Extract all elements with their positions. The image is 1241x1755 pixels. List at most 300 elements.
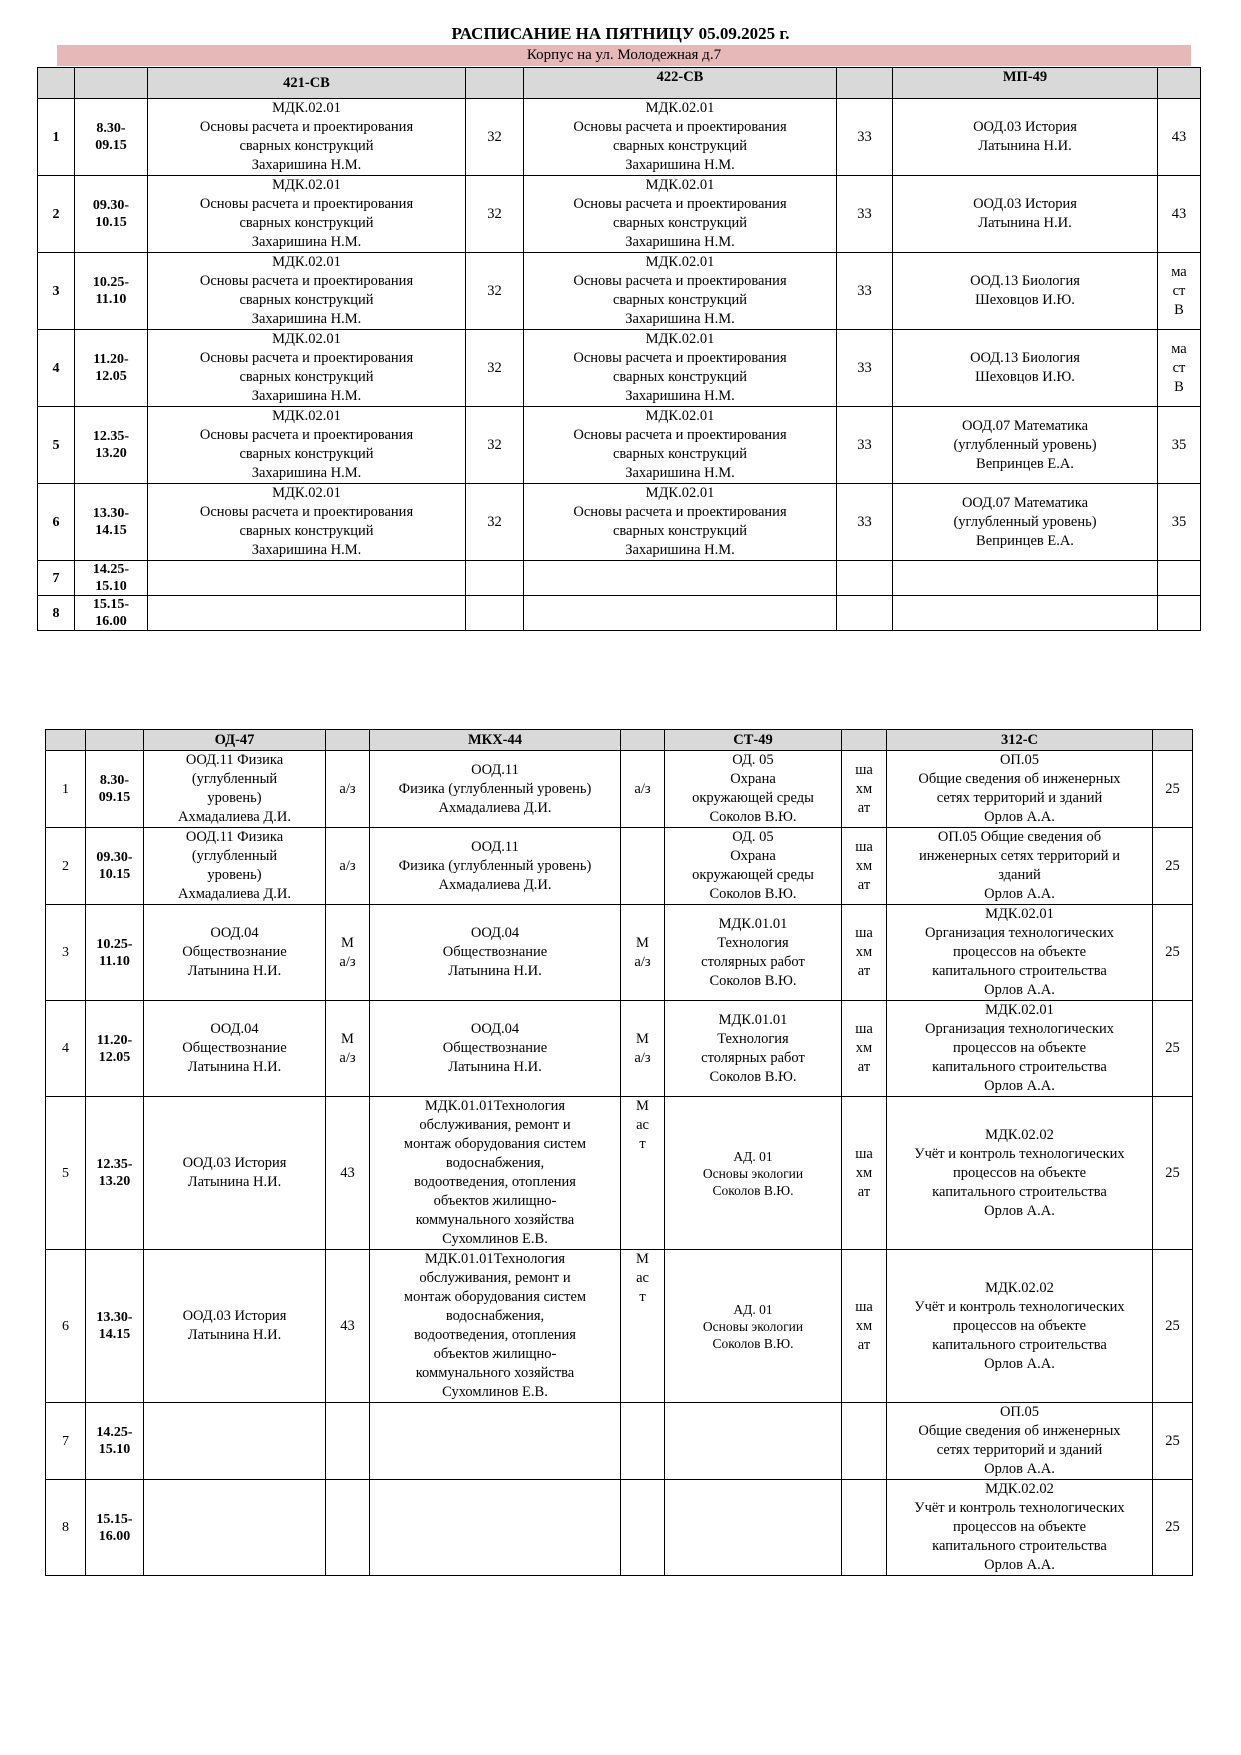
lesson-cell [893,484,1158,561]
lesson-cell-line: ООД.03 История [973,119,1077,135]
lesson-time-line: 12.35- [92,429,130,444]
lesson-cell-line: Захаришина Н.М. [625,542,735,558]
lesson-cell [144,1097,326,1250]
room-cell [621,1403,665,1480]
lesson-cell [148,407,466,484]
lesson-cell-line: МДК.02.01 [645,177,715,193]
lesson-cell-line: ОП.05 [999,752,1040,768]
schedule-table-2 [45,729,1193,1576]
room-cell [1153,1097,1193,1250]
lesson-cell-line: ООД.11 Физика [185,829,284,845]
lesson-cell-line: Орлов А.А. [984,886,1055,902]
lesson-cell [893,253,1158,330]
lesson-time-line: 12.05 [95,369,127,384]
lesson-cell-line: инженерных сетях территорий и [919,848,1120,864]
room-cell [1158,596,1201,631]
lesson-cell [148,99,466,176]
lesson-number: 8 [38,596,75,631]
room-cell-line: 43 [340,1164,355,1181]
lesson-cell [665,828,842,905]
lesson-cell [665,1403,842,1480]
room-cell [326,905,370,1001]
lesson-time [86,751,144,828]
lesson-cell [665,1250,842,1403]
lesson-cell [665,1001,842,1097]
room-cell-line: ша [855,925,873,941]
lesson-number: 1 [38,99,75,176]
lesson-cell-line: Соколов В.Ю. [712,1335,794,1351]
lesson-time-line: 10.15 [98,867,131,882]
room-cell [466,561,524,596]
lesson-cell-line: ОД. 05 [732,829,774,845]
lesson-cell-line: Латынина Н.И. [448,1059,542,1075]
lesson-cell-line: Основы расчета и проектирования [573,427,787,443]
lesson-number: 7 [46,1403,86,1480]
room-cell: 33 [837,176,893,253]
lesson-time-line: 16.00 [95,614,127,629]
lesson-cell [887,828,1153,905]
lesson-cell-line: ООД.13 Биология [970,350,1080,366]
lesson-cell [144,828,326,905]
lesson-time-line: 10.15 [95,215,127,230]
lesson-cell-line: Сухомлинов Е.В. [442,1231,548,1247]
room-cell [1158,484,1201,561]
room-cell-line: а/з [634,953,651,970]
lesson-time-line: 10.25- [96,936,133,952]
room-cell-line: а/з [339,953,356,970]
lesson-time [86,1001,144,1097]
lesson-cell [524,596,837,631]
lesson-cell [370,1001,621,1097]
lesson-cell [148,330,466,407]
lesson-cell [524,561,837,596]
room-cell [621,828,665,905]
room-cell [1153,1480,1193,1576]
room-cell-line: ат [857,876,871,893]
room-cell [621,1001,665,1097]
lesson-cell-line: Захаришина Н.М. [251,157,362,173]
lesson-time [75,99,148,176]
lesson-cell-line: Орлов А.А. [984,982,1055,998]
room-cell-line: М [341,934,354,951]
lesson-time-line: 14.25- [92,562,130,577]
lesson-cell-line: ООД.04 [210,925,259,941]
lesson-time-line: 8.30- [96,121,126,136]
lesson-cell [370,1097,621,1250]
lesson-cell [144,1480,326,1576]
lesson-cell [370,1403,621,1480]
lesson-time [86,1403,144,1480]
lesson-cell-line: обслуживания, ремонт и [419,1117,571,1133]
lesson-cell-line: Основы расчета и проектирования [573,504,787,520]
lesson-cell [665,751,842,828]
lesson-cell-line: МДК.02.02 [985,1481,1054,1497]
lesson-time-line: 11.20- [93,352,129,367]
table-row [38,330,1201,407]
table-row [46,1403,1193,1480]
lesson-cell-line: сварных конструкций [239,369,374,385]
lesson-cell-line: ООД.11 Физика [185,752,284,768]
room-cell-line: М [636,934,649,951]
room-cell-line: хм [855,780,873,797]
lesson-cell [524,176,837,253]
lesson-cell-line: сварных конструкций [239,446,374,462]
room-cell-line: ат [857,799,871,816]
lesson-cell-line: сварных конструкций [612,523,748,539]
lesson-time-line: 15.10 [95,579,127,594]
room-cell-line: т [639,1289,646,1305]
room-cell-line: ас [636,1270,649,1286]
lesson-cell-line: Орлов А.А. [984,1355,1055,1372]
room-cell [1158,561,1201,596]
lesson-time [86,905,144,1001]
lesson-time-line: 16.00 [98,1528,131,1544]
lesson-cell [887,1480,1153,1576]
lesson-cell-line: Сухомлинов Е.В. [442,1384,548,1400]
room-cell [842,1403,887,1480]
lesson-cell-line: Технология [717,934,789,951]
lesson-cell-line: Латынина Н.И. [187,1327,282,1343]
room-cell-line: М [636,1030,649,1047]
lesson-cell-line: Основы расчета и проектирования [199,504,414,520]
lesson-cell-line: Захаришина Н.М. [251,234,362,250]
room-cell-line: 25 [1165,1317,1180,1334]
lesson-time-line: 09.15 [98,790,131,805]
room-cell-line: ст [1172,359,1186,376]
lesson-cell [893,330,1158,407]
room-cell [1153,1001,1193,1097]
group-header: 422-СВ [524,68,837,99]
room-cell-line: ат [857,1336,871,1353]
table-row [38,99,1201,176]
room-cell-line: хм [855,1164,873,1181]
building-subtitle: Корпус на ул. Молодежная д.7 [57,45,1191,66]
lesson-time [75,330,148,407]
lesson-cell [524,484,837,561]
room-cell [326,1001,370,1097]
room-cell [842,751,887,828]
room-cell-line: 35 [1171,436,1187,453]
lesson-cell-line: водоотведения, отопления [414,1327,576,1343]
room-cell: 32 [466,176,524,253]
lesson-cell-line: МДК.02.02 [985,1126,1054,1143]
lesson-cell-line: Технология [717,1030,789,1047]
room-cell [326,828,370,905]
lesson-cell-line: МДК.01.01 [718,915,788,932]
lesson-cell-line: МДК.02.01 [645,408,715,424]
room-cell-line: хм [855,1317,873,1334]
room-cell-line: 43 [1171,128,1187,145]
lesson-time [75,561,148,596]
lesson-cell-line: ООД.03 История [973,196,1077,212]
lesson-cell-line: уровень) [207,867,262,883]
lesson-cell-line: капитального строительства [932,1059,1107,1075]
room-cell-line: а/з [339,1049,356,1066]
lesson-cell-line: Общие сведения об инженерных [918,1423,1121,1439]
table-row [46,1097,1193,1250]
room-cell [621,1480,665,1576]
lesson-cell [524,99,837,176]
room-cell-line: а/з [339,857,356,874]
lesson-cell-line: (углубленный уровень) [953,436,1097,453]
lesson-number: 4 [46,1001,86,1097]
lesson-time-line: 11.20- [96,1032,133,1048]
lesson-cell [665,905,842,1001]
lesson-cell-line: Захаришина Н.М. [251,542,362,558]
lesson-cell-line: водоснабжения, [445,1308,545,1324]
lesson-number: 7 [38,561,75,596]
lesson-time-line: 15.15- [92,597,130,612]
lesson-cell-line: ООД.04 [470,925,520,941]
lesson-time [86,1250,144,1403]
room-cell [621,1097,665,1250]
lesson-cell-line: (углубленный [191,771,278,787]
lesson-time [86,1480,144,1576]
lesson-cell [148,561,466,596]
lesson-cell [148,176,466,253]
table-row [38,407,1201,484]
lesson-cell-line: Соколов В.Ю. [712,1182,794,1198]
lesson-cell-line: Латынина Н.И. [978,138,1072,154]
lesson-cell-line: коммунального хозяйства [415,1365,575,1381]
lesson-cell-line: ООД.03 История [182,1155,287,1171]
lesson-cell-line: Латынина Н.И. [448,963,542,979]
lesson-time [75,484,148,561]
lesson-cell-line: Соколов В.Ю. [709,1068,797,1085]
lesson-cell-line: (углубленный [191,848,278,864]
room-cell: 33 [837,99,893,176]
lesson-cell-line: МДК.02.01 [645,485,715,501]
lesson-cell-line: сварных конструкций [612,215,748,231]
lesson-cell [524,407,837,484]
lesson-cell-line: МДК.02.01 [272,408,341,424]
room-cell-line: ст [1172,282,1186,299]
lesson-cell-line: МДК.01.01Технология [424,1098,566,1114]
lesson-cell-line: МДК.01.01 [718,1011,788,1028]
lesson-time-line: 14.25- [96,1425,133,1440]
lesson-cell-line: уровень) [207,790,262,806]
room-cell: 33 [837,253,893,330]
lesson-cell [370,905,621,1001]
lesson-cell-line: объектов жилищно- [433,1346,557,1362]
lesson-cell [887,1250,1153,1403]
lesson-time-line: 10.25- [92,275,130,290]
lesson-cell [144,1250,326,1403]
lesson-cell-line: ООД.07 Математика [961,494,1089,511]
lesson-cell-line: водоотведения, отопления [414,1174,576,1190]
room-cell-line: В [1174,301,1184,318]
lesson-cell-line: Учёт и контроль технологических [914,1145,1125,1162]
room-cell-line: 25 [1165,1040,1180,1056]
lesson-cell-line: Основы расчета и проектирования [573,119,787,135]
table-1-header [38,68,1201,99]
room-cell [842,1001,887,1097]
room-cell: 33 [837,484,893,561]
room-cell-line: 25 [1165,780,1180,797]
table-row [46,828,1193,905]
lesson-cell [148,596,466,631]
lesson-cell-line: Захаришина Н.М. [251,465,362,481]
lesson-cell-line: ООД.04 [210,1021,259,1037]
lesson-cell-line: Обществознание [442,1040,548,1056]
lesson-cell-line: капитального строительства [932,963,1107,979]
lesson-cell [144,1001,326,1097]
lesson-cell-line: процессов на объекте [952,1164,1087,1181]
lesson-cell-line: Организация технологических [924,1021,1115,1037]
table-row [46,1480,1193,1576]
lesson-time-line: 12.35- [96,1157,133,1172]
lesson-cell-line: Орлов А.А. [984,1461,1055,1477]
lesson-cell-line: Физика (углубленный уровень) [398,780,592,797]
lesson-cell-line: Охрана [730,848,776,864]
room-cell [326,1097,370,1250]
lesson-cell-line: Ахмадалиева Д.И. [178,809,291,825]
lesson-cell-line: МДК.02.01 [272,100,341,116]
lesson-cell-line: Ахмадалиева Д.И. [178,886,291,902]
room-cell-line: ша [855,838,873,855]
lesson-cell [887,1001,1153,1097]
group-header: СТ-49 [665,730,842,751]
table-2-header [46,730,1193,751]
lesson-time [75,596,148,631]
lesson-time-line: 11.10 [99,953,130,969]
room-cell-line: ат [857,1183,871,1200]
room-cell [1153,1403,1193,1480]
room-cell-line: 25 [1165,1164,1180,1181]
lesson-cell [144,751,326,828]
lesson-cell [887,1097,1153,1250]
lesson-time-line: 13.30- [96,1310,133,1325]
lesson-cell-line: сварных конструкций [239,215,374,231]
room-cell-line: т [639,1136,646,1152]
lesson-cell-line: МДК.02.01 [272,177,341,193]
lesson-cell-line: водоснабжения, [445,1155,545,1171]
room-cell [326,1480,370,1576]
lesson-cell-line: столярных работ [701,1049,805,1066]
lesson-cell-line: МДК.01.01Технология [424,1251,566,1267]
lesson-cell-line: капитального строительства [932,1538,1107,1554]
lesson-cell-line: Захаришина Н.М. [625,234,735,250]
room-cell [326,751,370,828]
lesson-cell [370,751,621,828]
lesson-cell-line: Основы расчета и проектирования [199,119,414,135]
lesson-number: 3 [38,253,75,330]
lesson-cell-line: ОП.05 [999,1404,1040,1420]
lesson-cell-line: Ахмадалиева Д.И. [438,876,552,893]
lesson-cell [144,905,326,1001]
lesson-cell [893,596,1158,631]
room-cell-line: хм [855,944,873,960]
table-row [46,1001,1193,1097]
lesson-cell-line: Захаришина Н.М. [625,388,735,404]
room-cell: 32 [466,484,524,561]
room-cell-line: 25 [1165,1519,1180,1535]
lesson-cell [887,905,1153,1001]
lesson-cell-line: столярных работ [701,953,805,970]
room-cell [621,905,665,1001]
lesson-time-line: 14.15 [98,1327,131,1342]
lesson-number: 1 [46,751,86,828]
lesson-time [75,407,148,484]
lesson-cell-line: ОП.05 Общие сведения об [937,829,1102,845]
lesson-cell-line: сварных конструкций [239,292,374,308]
group-header: ОД-47 [144,730,326,751]
lesson-cell-line: Учёт и контроль технологических [914,1500,1125,1516]
lesson-cell [893,176,1158,253]
lesson-cell-line: Шеховцов И.Ю. [975,292,1075,308]
lesson-number: 2 [38,176,75,253]
table-row [38,176,1201,253]
lesson-cell-line: Обществознание [182,1040,287,1056]
group-header: МП-49 [893,68,1158,99]
room-cell [1153,751,1193,828]
lesson-cell-line: ООД.04 [470,1021,520,1037]
lesson-cell [887,751,1153,828]
lesson-cell-line: Соколов В.Ю. [709,972,797,989]
lesson-cell-line: Вепринцев Е.А. [976,532,1074,549]
lesson-cell-line: Основы расчета и проектирования [199,427,414,443]
lesson-time [75,176,148,253]
lesson-cell [148,484,466,561]
lesson-number: 6 [38,484,75,561]
room-cell-line: а/з [634,1049,651,1066]
lesson-cell-line: Организация технологических [924,925,1115,941]
lesson-cell [893,99,1158,176]
lesson-cell-line: сварных конструкций [612,369,748,385]
lesson-cell-line: сварных конструкций [612,292,748,308]
lesson-cell-line: Основы расчета и проектирования [199,273,414,289]
lesson-cell-line: МДК.02.01 [272,331,341,347]
room-cell-line: 25 [1165,1432,1180,1449]
lesson-cell-line: Обществознание [182,944,287,960]
lesson-cell-line: Физика (углубленный уровень) [398,857,592,874]
lesson-cell-line: сварных конструкций [239,138,374,154]
lesson-cell-line: коммунального хозяйства [415,1212,575,1228]
lesson-time-line: 13.30- [92,506,130,521]
room-cell-line: ат [857,963,871,979]
lesson-cell-line: монтаж оборудования систем [403,1136,587,1152]
lesson-cell-line: ООД.11 [471,761,519,778]
room-cell-line: хм [855,1040,873,1056]
room-cell-line: ша [855,1145,873,1162]
table-row [46,1250,1193,1403]
lesson-time-line: 14.15 [95,523,127,538]
lesson-cell-line: Основы экологии [702,1165,804,1181]
lesson-cell-line: Латынина Н.И. [187,963,282,979]
room-cell [842,1480,887,1576]
room-cell [1158,99,1201,176]
room-cell [837,596,893,631]
lesson-time-line: 15.10 [98,1442,131,1457]
table-row [46,905,1193,1001]
lesson-cell-line: Шеховцов И.Ю. [975,369,1075,385]
lesson-time [86,1097,144,1250]
lesson-time [86,828,144,905]
room-cell-line: ша [855,1298,873,1315]
lesson-number: 6 [46,1250,86,1403]
lesson-cell-line: процессов на объекте [952,1519,1087,1535]
lesson-cell-line: МДК.02.01 [985,1002,1054,1018]
room-cell-line: ат [857,1059,871,1075]
lesson-cell-line: МДК.02.01 [985,906,1054,922]
lesson-cell-line: процессов на объекте [952,1040,1087,1056]
lesson-time-line: 13.20 [98,1174,131,1189]
lesson-cell [370,1480,621,1576]
room-cell [1153,905,1193,1001]
room-cell-line: ма [1171,263,1187,280]
room-cell [842,905,887,1001]
table-row [38,596,1201,631]
